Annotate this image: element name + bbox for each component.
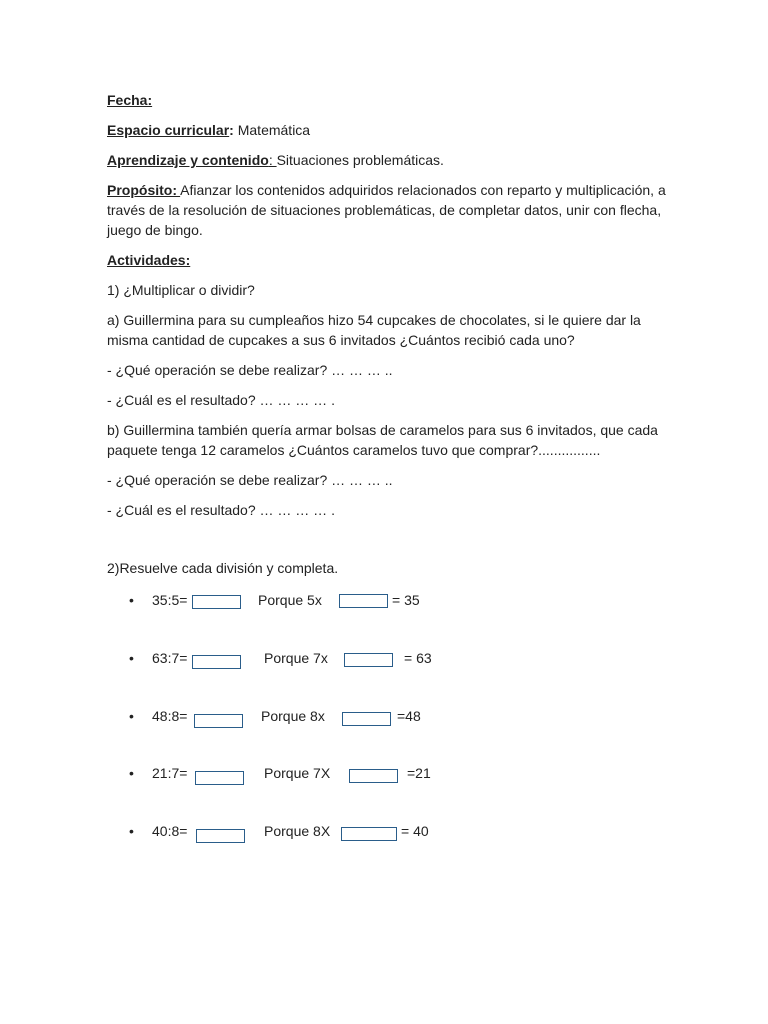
- product-result: =48: [397, 708, 421, 724]
- actividades-line: [107, 250, 667, 270]
- factor-answer-box[interactable]: [344, 653, 393, 667]
- division-item: [107, 821, 627, 845]
- bullet-icon: •: [129, 765, 134, 781]
- porque-text: Porque 8X: [264, 823, 331, 839]
- division-list: [107, 588, 667, 888]
- division-item: [107, 706, 627, 730]
- aprendizaje-value: Situaciones problemáticas.: [276, 152, 444, 168]
- proposito-line: [107, 180, 667, 240]
- division-item: [107, 590, 627, 614]
- factor-answer-box[interactable]: [341, 827, 397, 841]
- spacer: [107, 530, 667, 558]
- espacio-colon: :: [229, 122, 234, 138]
- activity1-b-question-result: - ¿Cuál es el resultado? … … … … .: [107, 502, 335, 518]
- porque-text: Porque 8x: [261, 708, 325, 724]
- division-expression: 63:7=: [152, 650, 188, 666]
- activity1-b-text: b) Guillermina también quería armar bolsas de caramelos para sus 6 invitados, que cada paquete tenga 12 caramelos ¿Cuántos caramelos tuvo que comprar?................: [107, 422, 658, 458]
- quotient-answer-box[interactable]: [196, 829, 245, 843]
- aprendizaje-label: Aprendizaje y contenido: [107, 152, 269, 168]
- product-result: =21: [407, 765, 431, 781]
- activity1-a-question-operation: - ¿Qué operación se debe realizar? … … … ..: [107, 362, 393, 378]
- porque-text: Porque 7x: [264, 650, 328, 666]
- activity1-a-text: a) Guillermina para su cumpleaños hizo 54 cupcakes de chocolates, si le quiere dar la misma cantidad de cupcakes a sus 6 invitados ¿Cuántos recibió cada uno?: [107, 312, 641, 348]
- division-item: [107, 648, 627, 672]
- fecha-line: [107, 90, 667, 110]
- division-item: [107, 763, 627, 787]
- espacio-label: Espacio curricular: [107, 122, 230, 138]
- aprendizaje-colon: :: [268, 152, 277, 168]
- actividades-label: Actividades:: [107, 252, 191, 268]
- bullet-icon: •: [129, 592, 134, 608]
- division-expression: 40:8=: [152, 823, 188, 839]
- activity2-title: 2)Resuelve cada división y completa.: [107, 560, 339, 576]
- bullet-icon: •: [129, 823, 134, 839]
- division-expression: 48:8=: [152, 708, 188, 724]
- product-result: = 63: [404, 650, 432, 666]
- fecha-label: Fecha:: [107, 92, 153, 108]
- proposito-label: Propósito:: [107, 182, 177, 198]
- quotient-answer-box[interactable]: [192, 655, 241, 669]
- bullet-icon: •: [129, 708, 134, 724]
- division-expression: 21:7=: [152, 765, 188, 781]
- product-result: = 40: [401, 823, 429, 839]
- activity1-title: 1) ¿Multiplicar o dividir?: [107, 282, 255, 298]
- factor-answer-box[interactable]: [349, 769, 398, 783]
- quotient-answer-box[interactable]: [192, 595, 241, 609]
- aprendizaje-line: [107, 150, 667, 170]
- activity1-a-question-result: - ¿Cuál es el resultado? … … … … .: [107, 392, 335, 408]
- bullet-icon: •: [129, 650, 134, 666]
- proposito-value: Afianzar los contenidos adquiridos relacionados con reparto y multiplicación, a través de la resolución de situaciones problemáticas, de completar datos, unir con flecha, juego de bingo.: [107, 182, 666, 238]
- product-result: = 35: [392, 592, 420, 608]
- porque-text: Porque 5x: [258, 592, 322, 608]
- factor-answer-box[interactable]: [339, 594, 388, 608]
- factor-answer-box[interactable]: [342, 712, 391, 726]
- worksheet: [107, 90, 667, 888]
- division-expression: 35:5=: [152, 592, 188, 608]
- quotient-answer-box[interactable]: [195, 771, 244, 785]
- espacio-value: Matemática: [233, 122, 311, 138]
- espacio-line: [107, 120, 667, 140]
- porque-text: Porque 7X: [264, 765, 331, 781]
- activity1-b-question-operation: - ¿Qué operación se debe realizar? … … … ..: [107, 472, 393, 488]
- quotient-answer-box[interactable]: [194, 714, 243, 728]
